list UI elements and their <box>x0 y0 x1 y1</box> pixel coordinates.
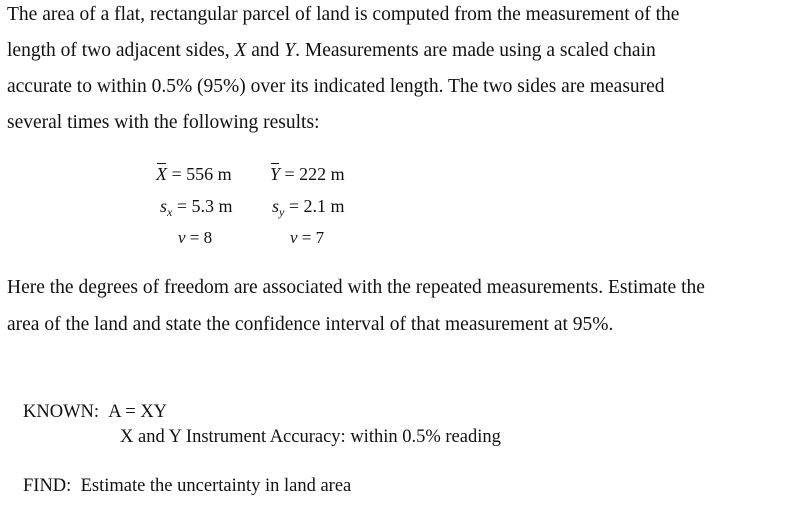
known-detail: X and Y Instrument Accuracy: within 0.5% reading <box>120 427 501 447</box>
problem-line-4: several times with the following results: <box>7 112 320 133</box>
text-segment: and <box>246 40 285 61</box>
sy-equation <box>272 195 345 219</box>
text-segment: . Measurements are made using a scaled chain <box>295 40 656 61</box>
problem-line-2 <box>7 39 656 63</box>
sx-equation <box>160 195 233 219</box>
sx-value: = 5.3 m <box>172 196 233 216</box>
known-formula: A = XY <box>108 402 168 422</box>
find-text: Estimate the uncertainty in land area <box>80 476 352 496</box>
sy-subscript: y <box>279 205 285 219</box>
known-line <box>23 400 167 424</box>
sx-symbol: s <box>160 196 168 216</box>
nu-y-value: = 7 <box>297 228 325 247</box>
find-label: FIND: <box>23 476 72 496</box>
x-mean-value: = 556 m <box>167 164 232 184</box>
problem-line-6: area of the land and state the confidence interval of that measurement at 95%. <box>7 314 614 335</box>
nu-y-equation <box>290 227 324 249</box>
nu-x-equation <box>178 227 212 249</box>
sy-value: = 2.1 m <box>284 196 345 216</box>
nu-y-symbol: ν <box>290 228 298 247</box>
find-line <box>23 474 351 498</box>
nu-x-symbol: ν <box>178 228 186 247</box>
text-segment: length of two adjacent sides, <box>7 40 235 61</box>
problem-line-3: accurate to within 0.5% (95%) over its indicated length. The two sides are measured <box>7 76 665 97</box>
sx-subscript: x <box>167 205 173 219</box>
known-label: KNOWN: <box>23 402 100 422</box>
y-mean-symbol: Y <box>270 164 281 184</box>
x-mean-equation <box>156 163 232 185</box>
variable-x: X <box>234 40 247 61</box>
x-mean-symbol: X <box>156 164 167 184</box>
problem-line-1: The area of a flat, rectangular parcel of land is computed from the measurement of the <box>7 4 680 25</box>
y-mean-value: = 222 m <box>280 164 345 184</box>
sy-symbol: s <box>272 196 280 216</box>
nu-x-value: = 8 <box>185 228 213 247</box>
y-mean-equation <box>270 163 345 185</box>
problem-line-5: Here the degrees of freedom are associated with the repeated measurements. Estimate the <box>7 277 705 298</box>
variable-y: Y <box>284 40 296 61</box>
